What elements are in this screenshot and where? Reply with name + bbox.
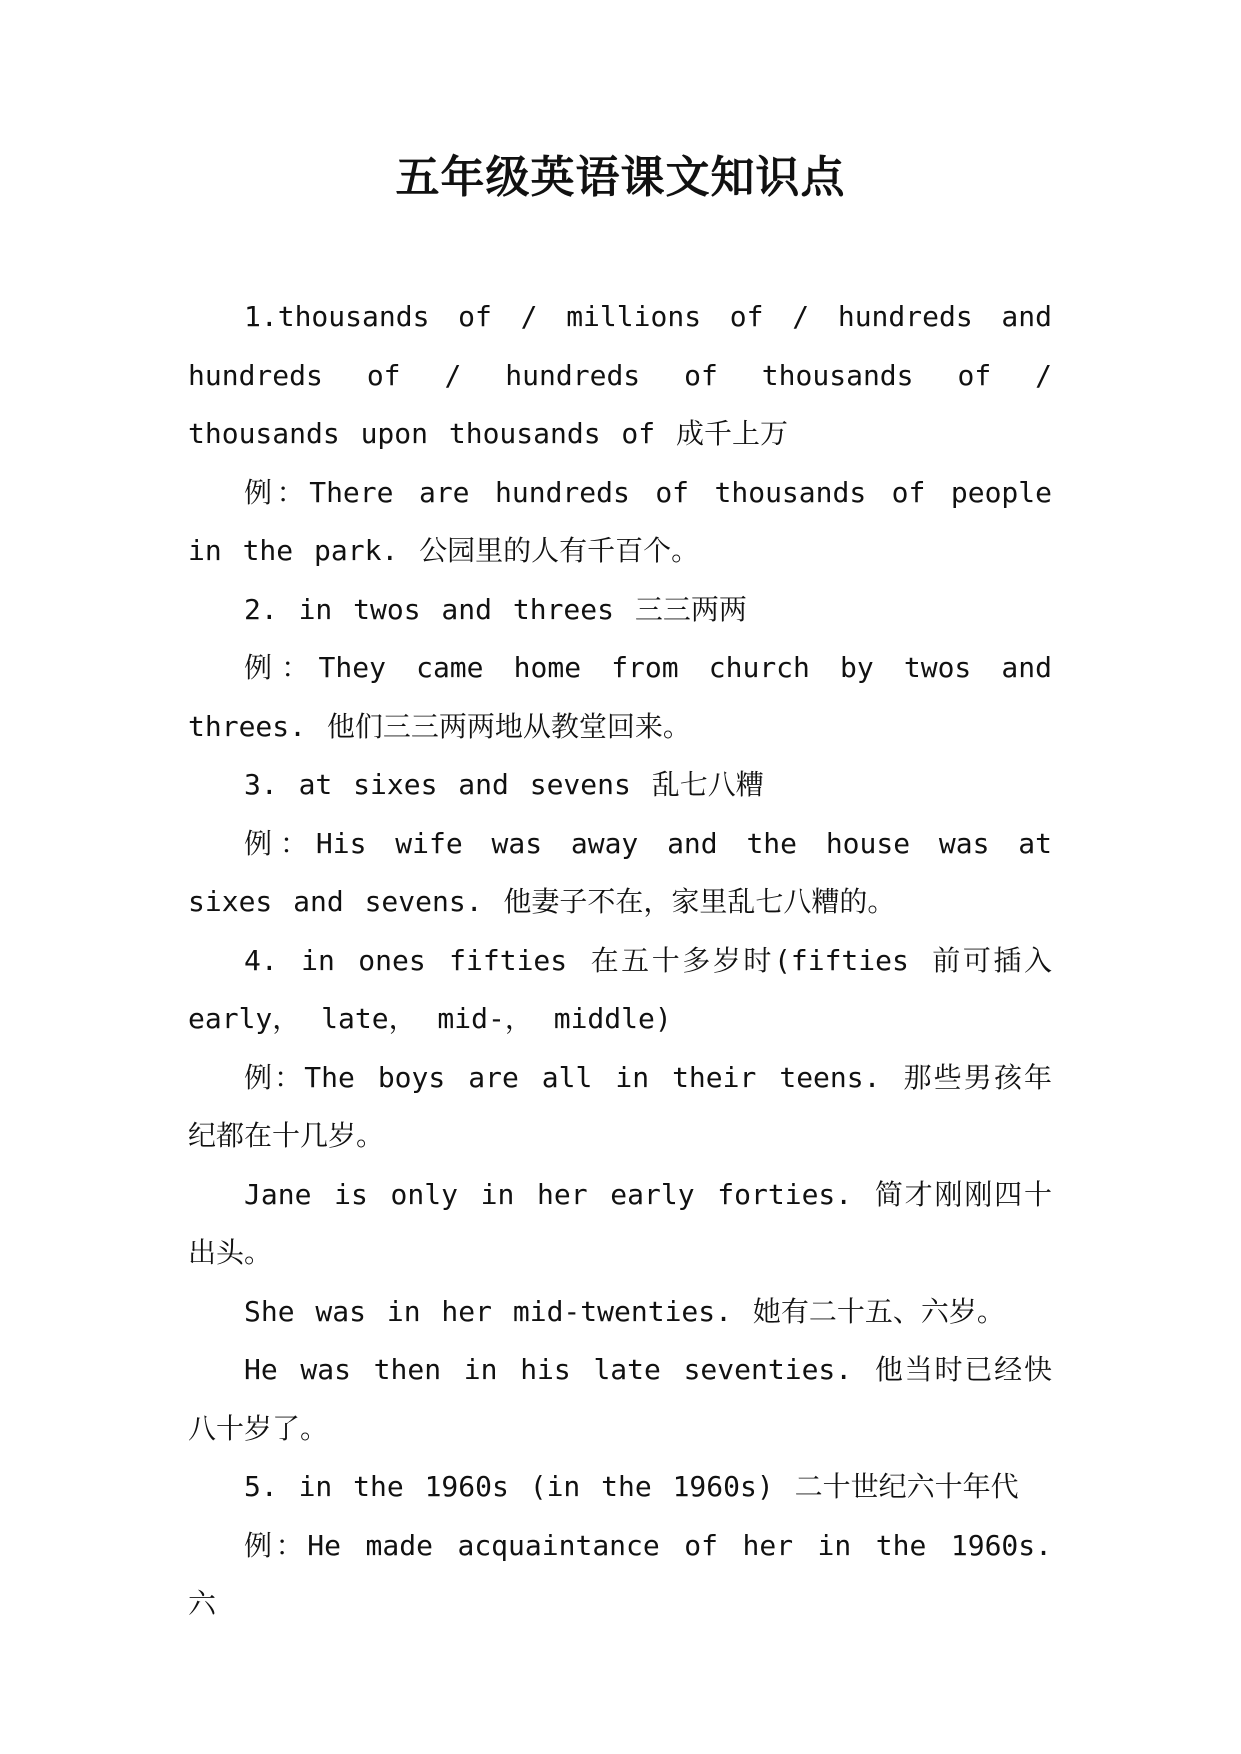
paragraph-example-5: 例：He made acquaintance of her in the 1960s. 六 — [188, 1528, 1052, 1620]
paragraph-item-4: 4. in ones fifties 在五十多岁时(fifties 前可插入 early， late， mid-， middle) — [188, 943, 1052, 1035]
paragraph-example-1: 例：There are hundreds of thousands of people in the park. 公园里的人有千百个。 — [188, 475, 1052, 567]
paragraph-example-2: 例：They came home from church by twos and threes. 他们三三两两地从教堂回来。 — [188, 651, 1052, 743]
paragraph-item-3: 3. at sixes and sevens 乱七八糟 — [244, 768, 764, 801]
document-body — [188, 288, 1052, 1634]
paragraph-item-5: 5. in the 1960s (in the 1960s) 二十世纪六十年代 — [244, 1470, 1019, 1503]
paragraph-item-1: 1.thousands of / millions of / hundreds and hundreds of / hundreds of thousands of / thousands upon thousands of 成千上万 — [188, 300, 1052, 450]
paragraph-item-2: 2. in twos and threes 三三两两 — [244, 592, 747, 626]
document-title: 五年级英语课文知识点 — [395, 152, 846, 203]
paragraph-example-4b: Jane is only in her early forties. 简才刚刚四十出头。 — [188, 1177, 1052, 1269]
paragraph-example-4d: He was then in his late seventies. 他当时已经快八十岁了。 — [188, 1353, 1052, 1445]
paragraph-example-3: 例：His wife was away and the house was at sixes and sevens. 他妻子不在，家里乱七八糟的。 — [188, 826, 1052, 918]
paragraph-example-4a: 例：The boys are all in their teens. 那些男孩年纪都在十几岁。 — [188, 1060, 1052, 1152]
paragraph-example-4c: She was in her mid-twenties. 她有二十五、六岁。 — [244, 1294, 1005, 1328]
